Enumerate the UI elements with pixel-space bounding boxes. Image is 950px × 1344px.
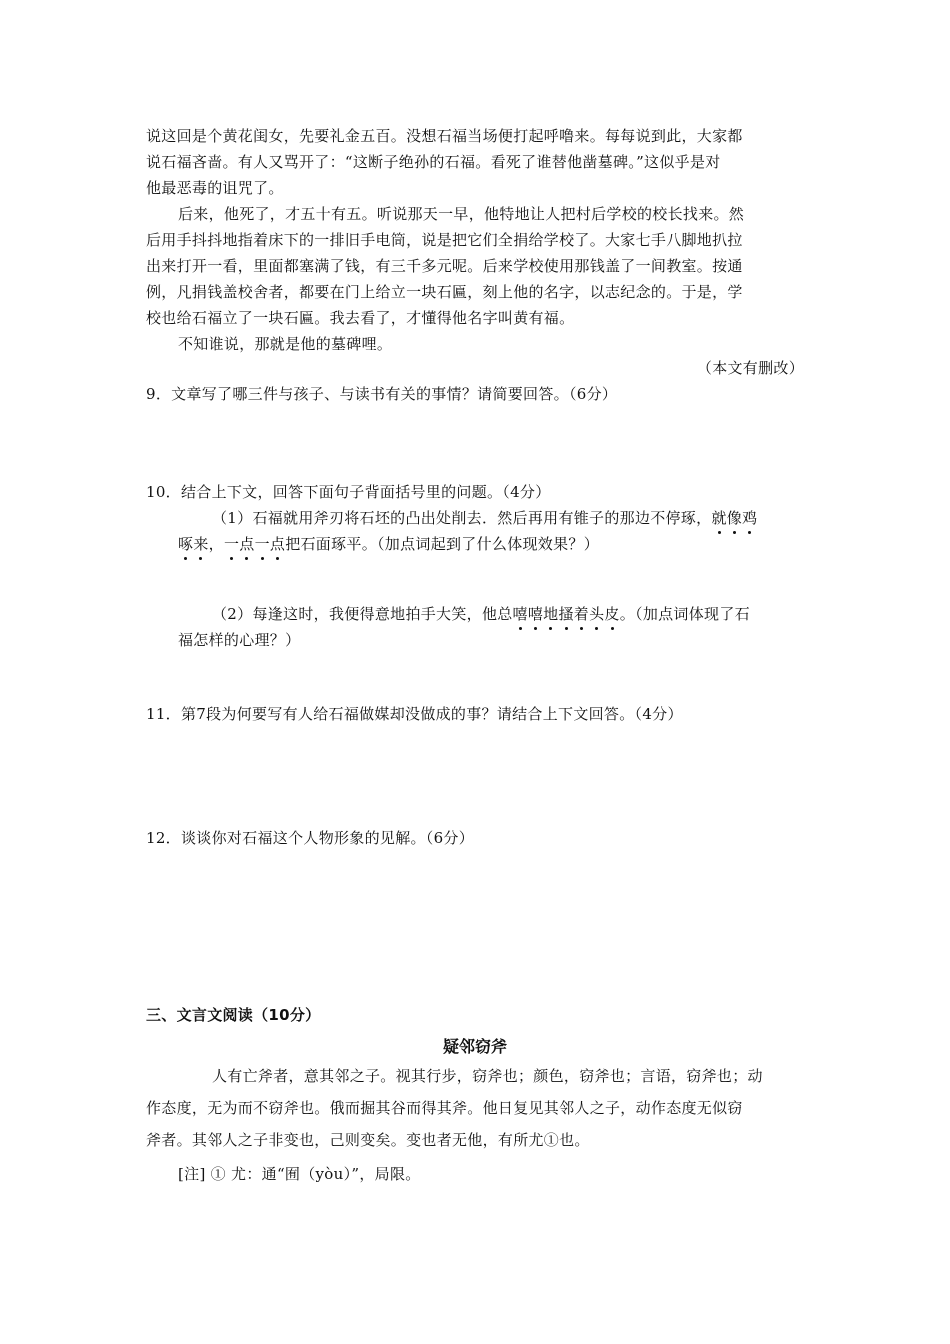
emphasis-char: 鸡 [742, 509, 758, 527]
emphasis-char: 就 [711, 509, 727, 527]
question-12: 12．谈谈你对石福这个人物形象的见解。（6分） [146, 829, 475, 847]
emphasis-char: 来 [193, 535, 209, 553]
question-9: 9．文章写了哪三件与孩子、与读书有关的事情？请简要回答。（6分） [146, 385, 618, 403]
dotted-words [178, 535, 209, 553]
classical-text-line: 斧者。其邻人之子非变也，己则变矣。变也者无他，有所尤①也。 [146, 1131, 590, 1149]
dotted-words [711, 509, 757, 527]
text: （2）每逢这时，我便得意地拍手大笑，他总 [212, 605, 513, 623]
passage-line: 后来，他死了，才五十有五。听说那天一早，他特地让人把村后学校的校长找来。然 [178, 205, 745, 223]
passage-line: 校也给石福立了一块石匾。我去看了，才懂得他名字叫黄有福。 [146, 309, 575, 327]
emphasis-char: 嘻 [512, 605, 528, 623]
emphasis-char: 着 [573, 605, 590, 623]
emphasis-char: 皮 [604, 605, 620, 623]
emphasis-char: 地 [543, 605, 559, 623]
emphasis-char: 头 [589, 605, 605, 623]
dotted-words [513, 605, 620, 623]
question-10-1-line [178, 534, 838, 554]
section-heading: 三、文言文阅读（10分） [146, 1006, 321, 1024]
emphasis-char: 像 [726, 509, 743, 527]
emphasis-char: 点 [269, 535, 286, 553]
text: 把石面琢平。（加点词起到了什么体现效果？） [285, 535, 599, 553]
footnote: [注] ① 尤：通“囿（yòu）”，局限。 [178, 1165, 421, 1183]
question-10-2-line: 福怎样的心理？） [178, 631, 301, 649]
classical-text-line: 作态度，无为而不窃斧也。俄而掘其谷而得其斧。他日复见其邻人之子，动作态度无似窃 [146, 1099, 743, 1117]
passage-line: 说这回是个黄花闺女，先要礼金五百。没想石福当场便打起呼噜来。每每说到此，大家都 [146, 127, 743, 145]
emphasis-char: 点 [239, 535, 255, 553]
passage-line: 后用手抖抖地指着床下的一排旧手电筒，说是把它们全捐给学校了。大家七手八脚地扒拉 [146, 231, 743, 249]
source-note: （本文有删改） [696, 359, 804, 377]
emphasis-char: 一 [254, 535, 270, 553]
question-10-1-line [212, 508, 872, 528]
passage-line: 不知谁说，那就是他的墓碑哩。 [178, 335, 393, 353]
question-10: 10．结合上下文，回答下面句子背面括号里的问题。（4分） [146, 483, 551, 501]
question-10-2-line [212, 604, 872, 624]
text: （1）石福就用斧刃将石坯的凸出处削去．然后再用有锥子的那边不停琢， [212, 509, 712, 527]
emphasis-char: 嘻 [527, 605, 544, 623]
question-11: 11．第7段为何要写有人给石福做媒却没做成的事？请结合上下文回答。（4分） [146, 705, 683, 723]
emphasis-char: 啄 [178, 535, 194, 553]
text: 。（加点词体现了石 [619, 605, 750, 623]
emphasis-char: 搔 [558, 605, 574, 623]
classical-text-title: 疑邻窃斧 [442, 1037, 507, 1056]
passage-line: 例，凡捐钱盖校舍者，都要在门上给立一块石匾，刻上他的名字，以志纪念的。于是，学 [146, 283, 743, 301]
dotted-words [224, 535, 285, 553]
passage-line: 出来打开一看，里面都塞满了钱，有三千多元呢。后来学校使用那钱盖了一间教室。按通 [146, 257, 743, 275]
emphasis-char: 一 [223, 535, 240, 553]
classical-text-line: 人有亡斧者，意其邻之子。视其行步，窃斧也；颜色，窃斧也；言语，窃斧也；动 [212, 1067, 763, 1085]
text: ， [208, 535, 224, 553]
passage-line: 说石福吝啬。有人又骂开了：“这断子绝孙的石福。看死了谁替他凿墓碑。”这似乎是对 [146, 153, 721, 171]
passage-line: 他最恶毒的诅咒了。 [146, 179, 284, 197]
